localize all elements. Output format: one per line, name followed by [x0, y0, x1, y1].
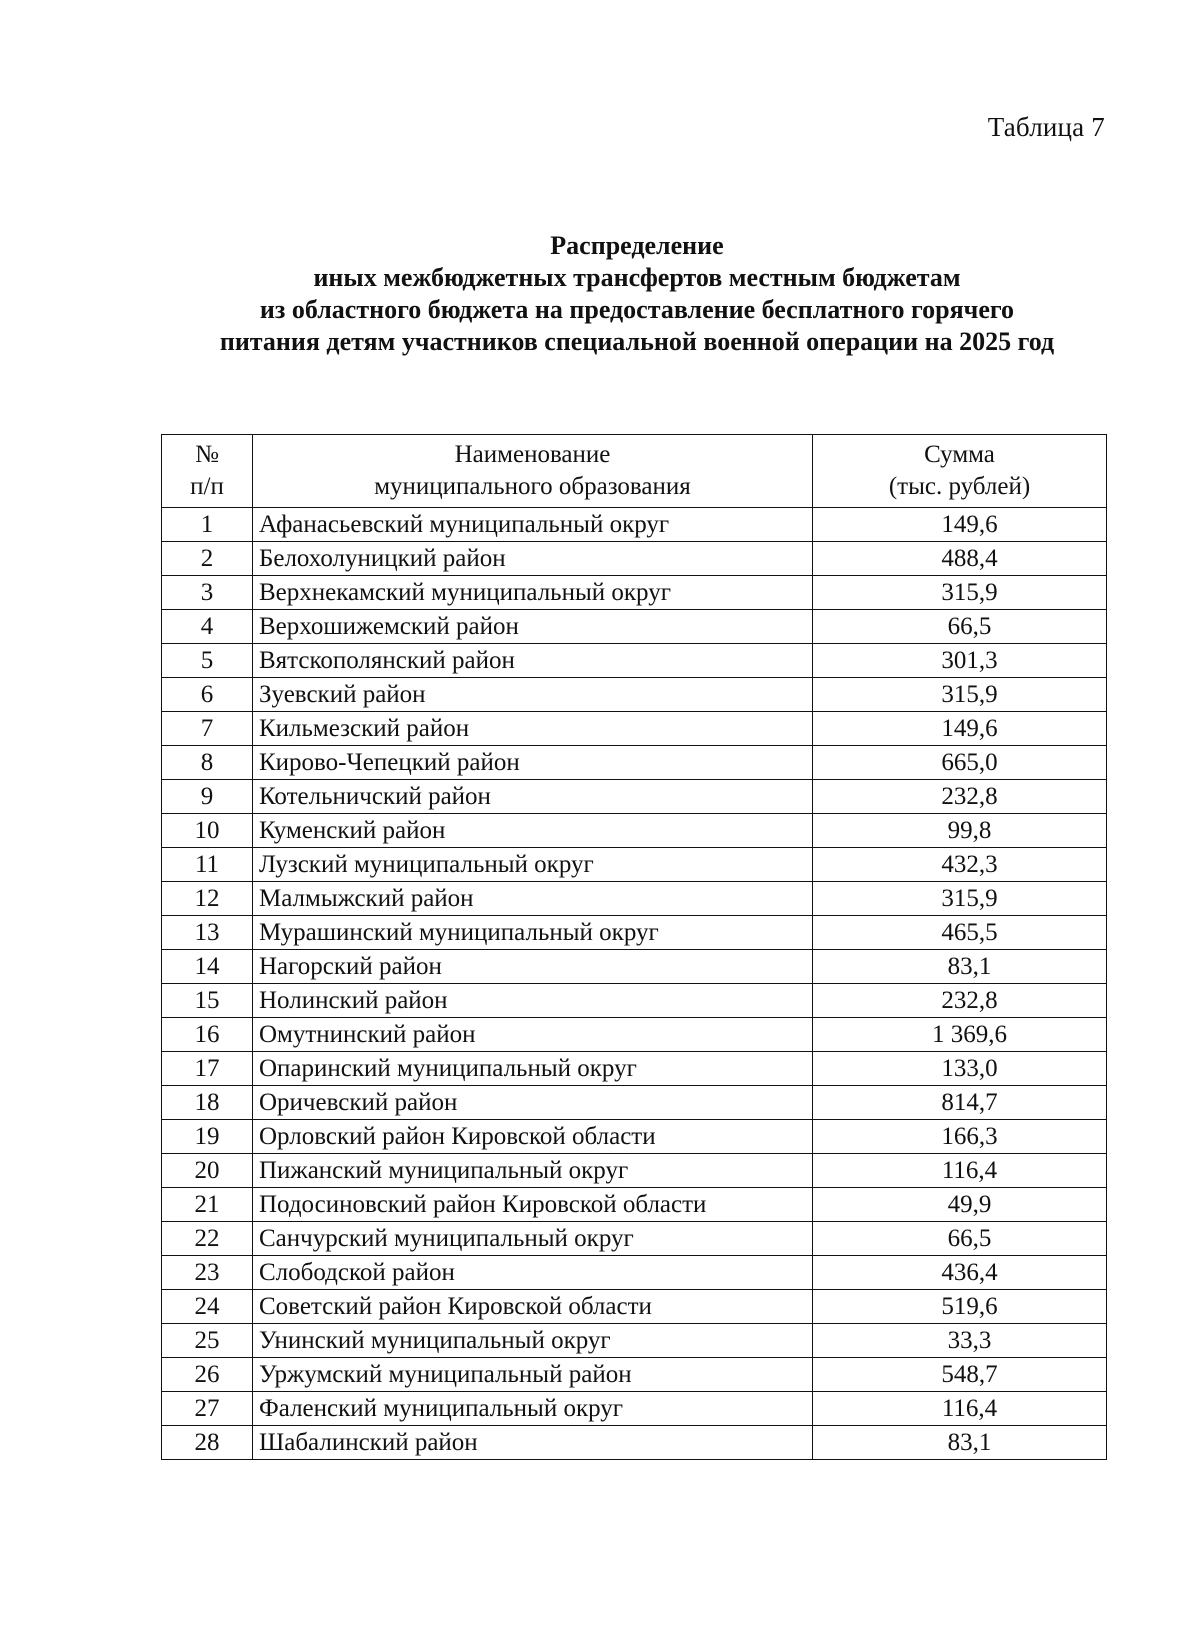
header-number-line2: п/п	[190, 473, 224, 500]
row-amount: 66,5	[813, 610, 1107, 644]
row-amount: 436,4	[813, 1256, 1107, 1290]
table-row	[162, 746, 1107, 780]
table-row	[162, 1358, 1107, 1392]
row-number: 4	[162, 610, 253, 644]
row-number: 11	[162, 848, 253, 882]
row-municipality-name: Мурашинский муниципальный округ	[253, 916, 813, 950]
row-municipality-name: Кирово-Чепецкий район	[253, 746, 813, 780]
row-number: 25	[162, 1324, 253, 1358]
row-number: 21	[162, 1188, 253, 1222]
header-name	[253, 435, 813, 508]
row-number: 16	[162, 1018, 253, 1052]
row-municipality-name: Вятскополянский район	[253, 644, 813, 678]
table-row	[162, 712, 1107, 746]
row-amount: 83,1	[813, 1426, 1107, 1460]
header-name-line1: Наименование	[454, 441, 611, 468]
row-amount: 33,3	[813, 1324, 1107, 1358]
row-number: 20	[162, 1154, 253, 1188]
row-number: 28	[162, 1426, 253, 1460]
header-sum-line2: (тыс. рублей)	[888, 473, 1031, 500]
row-number: 13	[162, 916, 253, 950]
row-number: 23	[162, 1256, 253, 1290]
table-row	[162, 1086, 1107, 1120]
row-municipality-name: Афанасьевский муниципальный округ	[253, 508, 813, 542]
row-amount: 99,8	[813, 814, 1107, 848]
title-line: из областного бюджета на предоставление бесплатного горячего	[259, 295, 1015, 324]
row-amount: 66,5	[813, 1222, 1107, 1256]
row-amount: 315,9	[813, 882, 1107, 916]
row-amount: 232,8	[813, 984, 1107, 1018]
row-amount: 133,0	[813, 1052, 1107, 1086]
row-number: 7	[162, 712, 253, 746]
row-municipality-name: Слободской район	[253, 1256, 813, 1290]
table-row	[162, 1222, 1107, 1256]
table-body	[162, 508, 1107, 1460]
row-number: 17	[162, 1052, 253, 1086]
row-municipality-name: Советский район Кировской области	[253, 1290, 813, 1324]
row-municipality-name: Лузский муниципальный округ	[253, 848, 813, 882]
row-amount: 116,4	[813, 1392, 1107, 1426]
row-number: 2	[162, 542, 253, 576]
title-line: Распределение	[550, 231, 724, 260]
row-amount: 315,9	[813, 678, 1107, 712]
row-municipality-name: Пижанский муниципальный округ	[253, 1154, 813, 1188]
row-municipality-name: Опаринский муниципальный округ	[253, 1052, 813, 1086]
row-municipality-name: Верхошижемский район	[253, 610, 813, 644]
row-amount: 548,7	[813, 1358, 1107, 1392]
table-row	[162, 610, 1107, 644]
row-amount: 301,3	[813, 644, 1107, 678]
table-row	[162, 984, 1107, 1018]
table-row	[162, 1324, 1107, 1358]
row-amount: 166,3	[813, 1120, 1107, 1154]
row-municipality-name: Омутнинский район	[253, 1018, 813, 1052]
row-amount: 519,6	[813, 1290, 1107, 1324]
table-row	[162, 1120, 1107, 1154]
row-amount: 49,9	[813, 1188, 1107, 1222]
row-municipality-name: Оричевский район	[253, 1086, 813, 1120]
row-municipality-name: Кильмезский район	[253, 712, 813, 746]
table-row	[162, 814, 1107, 848]
row-amount: 149,6	[813, 508, 1107, 542]
row-amount: 232,8	[813, 780, 1107, 814]
row-amount: 315,9	[813, 576, 1107, 610]
row-number: 18	[162, 1086, 253, 1120]
row-number: 9	[162, 780, 253, 814]
row-municipality-name: Фаленский муниципальный округ	[253, 1392, 813, 1426]
row-number: 1	[162, 508, 253, 542]
header-sum-line1: Сумма	[924, 441, 995, 468]
row-municipality-name: Нолинский район	[253, 984, 813, 1018]
header-number	[162, 435, 253, 508]
table-header-row	[162, 435, 1107, 508]
row-amount: 116,4	[813, 1154, 1107, 1188]
table-row	[162, 780, 1107, 814]
distribution-table-wrapper	[161, 434, 1106, 1460]
row-amount: 465,5	[813, 916, 1107, 950]
table-row	[162, 1154, 1107, 1188]
row-number: 22	[162, 1222, 253, 1256]
table-row	[162, 1426, 1107, 1460]
table-row	[162, 644, 1107, 678]
row-municipality-name: Уржумский муниципальный район	[253, 1358, 813, 1392]
row-municipality-name: Верхнекамский муниципальный округ	[253, 576, 813, 610]
table-row	[162, 1188, 1107, 1222]
header-number-line1: №	[195, 441, 219, 468]
row-municipality-name: Подосиновский район Кировской области	[253, 1188, 813, 1222]
row-amount: 665,0	[813, 746, 1107, 780]
row-number: 14	[162, 950, 253, 984]
table-row	[162, 678, 1107, 712]
header-sum	[813, 435, 1107, 508]
table-row	[162, 1018, 1107, 1052]
document-title	[160, 230, 1114, 358]
row-number: 8	[162, 746, 253, 780]
row-number: 5	[162, 644, 253, 678]
row-number: 15	[162, 984, 253, 1018]
row-amount: 83,1	[813, 950, 1107, 984]
row-amount: 432,3	[813, 848, 1107, 882]
table-row	[162, 1052, 1107, 1086]
row-amount: 149,6	[813, 712, 1107, 746]
row-number: 10	[162, 814, 253, 848]
row-amount: 814,7	[813, 1086, 1107, 1120]
row-amount: 488,4	[813, 542, 1107, 576]
table-row	[162, 1256, 1107, 1290]
row-municipality-name: Орловский район Кировской области	[253, 1120, 813, 1154]
row-number: 12	[162, 882, 253, 916]
row-municipality-name: Куменский район	[253, 814, 813, 848]
header-name-line2: муниципального образования	[374, 473, 691, 500]
table-row	[162, 508, 1107, 542]
distribution-table	[161, 434, 1107, 1460]
title-line: питания детям участников специальной военной операции на 2025 год	[219, 327, 1055, 356]
table-label: Таблица 7	[987, 112, 1105, 142]
table-row	[162, 848, 1107, 882]
row-municipality-name: Белохолуницкий район	[253, 542, 813, 576]
table-row	[162, 576, 1107, 610]
table-row	[162, 1290, 1107, 1324]
row-municipality-name: Нагорский район	[253, 950, 813, 984]
row-municipality-name: Малмыжский район	[253, 882, 813, 916]
row-number: 27	[162, 1392, 253, 1426]
row-number: 24	[162, 1290, 253, 1324]
row-municipality-name: Котельничский район	[253, 780, 813, 814]
row-number: 6	[162, 678, 253, 712]
table-row	[162, 916, 1107, 950]
row-number: 26	[162, 1358, 253, 1392]
table-row	[162, 882, 1107, 916]
table-row	[162, 542, 1107, 576]
row-number: 3	[162, 576, 253, 610]
row-municipality-name: Зуевский район	[253, 678, 813, 712]
row-number: 19	[162, 1120, 253, 1154]
table-row	[162, 950, 1107, 984]
title-line: иных межбюджетных трансфертов местным бюджетам	[313, 263, 961, 292]
row-amount: 1 369,6	[813, 1018, 1107, 1052]
row-municipality-name: Шабалинский район	[253, 1426, 813, 1460]
row-municipality-name: Санчурский муниципальный округ	[253, 1222, 813, 1256]
row-municipality-name: Унинский муниципальный округ	[253, 1324, 813, 1358]
table-row	[162, 1392, 1107, 1426]
